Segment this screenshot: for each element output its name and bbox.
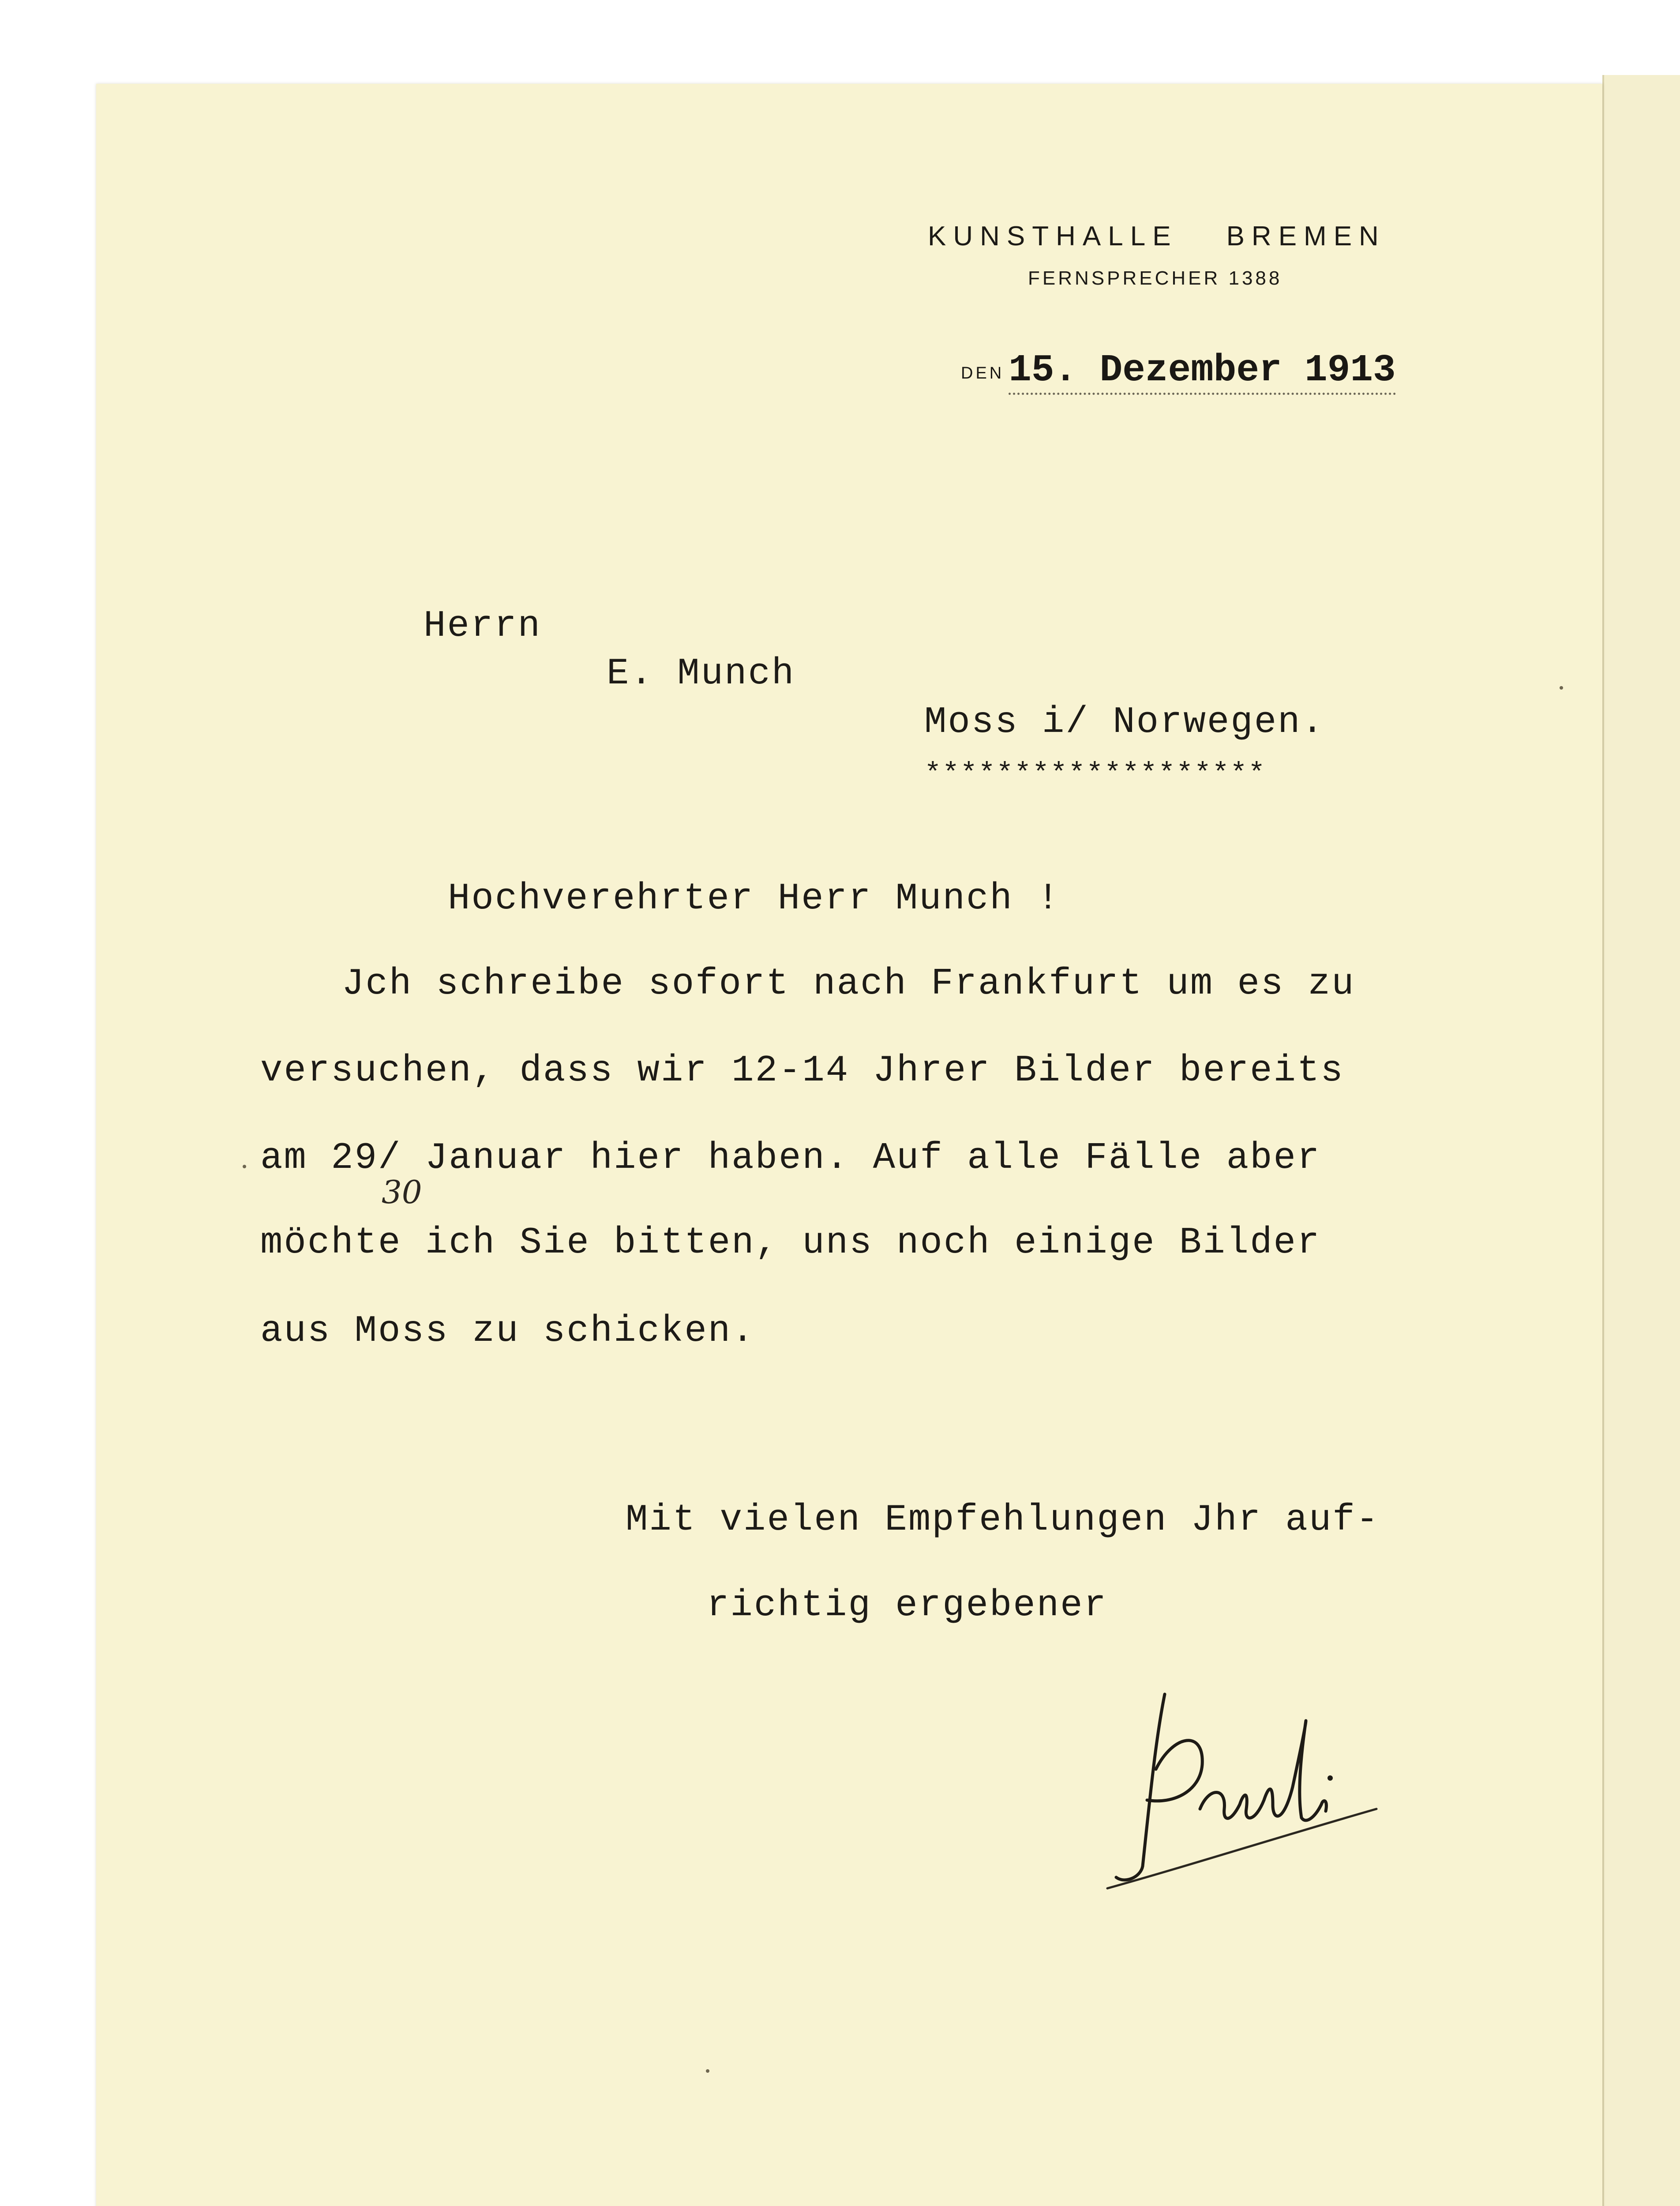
body-line-4: möchte ich Sie bitten, uns noch einige Bilder	[260, 1222, 1321, 1264]
address-location: Moss i/ Norwegen.	[924, 702, 1325, 743]
letterhead-name	[928, 221, 1386, 252]
date-line	[961, 349, 1396, 392]
letterhead-institution: KUNSTHALLE	[928, 221, 1178, 251]
closing-line-2: richtig ergebener	[707, 1585, 1107, 1627]
paper-speck	[1560, 686, 1563, 690]
date-value: 15. Dezember 1913	[1009, 349, 1395, 395]
letterhead-phone: FERNSPRECHER 1388	[1028, 267, 1282, 289]
signature-pauli	[1099, 1677, 1381, 1906]
body-line-2: versuchen, dass wir 12-14 Jhrer Bilder bereits	[260, 1050, 1344, 1092]
closing-line-1: Mit vielen Empfehlungen Jhr auf-	[626, 1499, 1380, 1541]
body-line-5: aus Moss zu schicken.	[260, 1310, 755, 1352]
address-recipient: E. Munch	[607, 653, 795, 695]
body-line-3: am 29/ Januar hier haben. Auf alle Fälle aber	[260, 1137, 1321, 1179]
body-line-1: Jch schreibe sofort nach Frankfurt um es zu	[342, 963, 1355, 1005]
address-salutation-line: Herrn	[424, 605, 542, 647]
paper-speck	[243, 1165, 246, 1168]
adjacent-sheet-edge	[1602, 75, 1680, 2206]
salutation: Hochverehrter Herr Munch !	[448, 878, 1061, 920]
address-underline: *******************	[924, 758, 1266, 789]
paper-speck	[706, 2069, 709, 2073]
letterhead-city: BREMEN	[1226, 221, 1386, 251]
signature-text	[1147, 1747, 1148, 1748]
handwritten-date-correction: 30	[382, 1174, 422, 1211]
date-prefix: DEN	[961, 364, 1005, 383]
